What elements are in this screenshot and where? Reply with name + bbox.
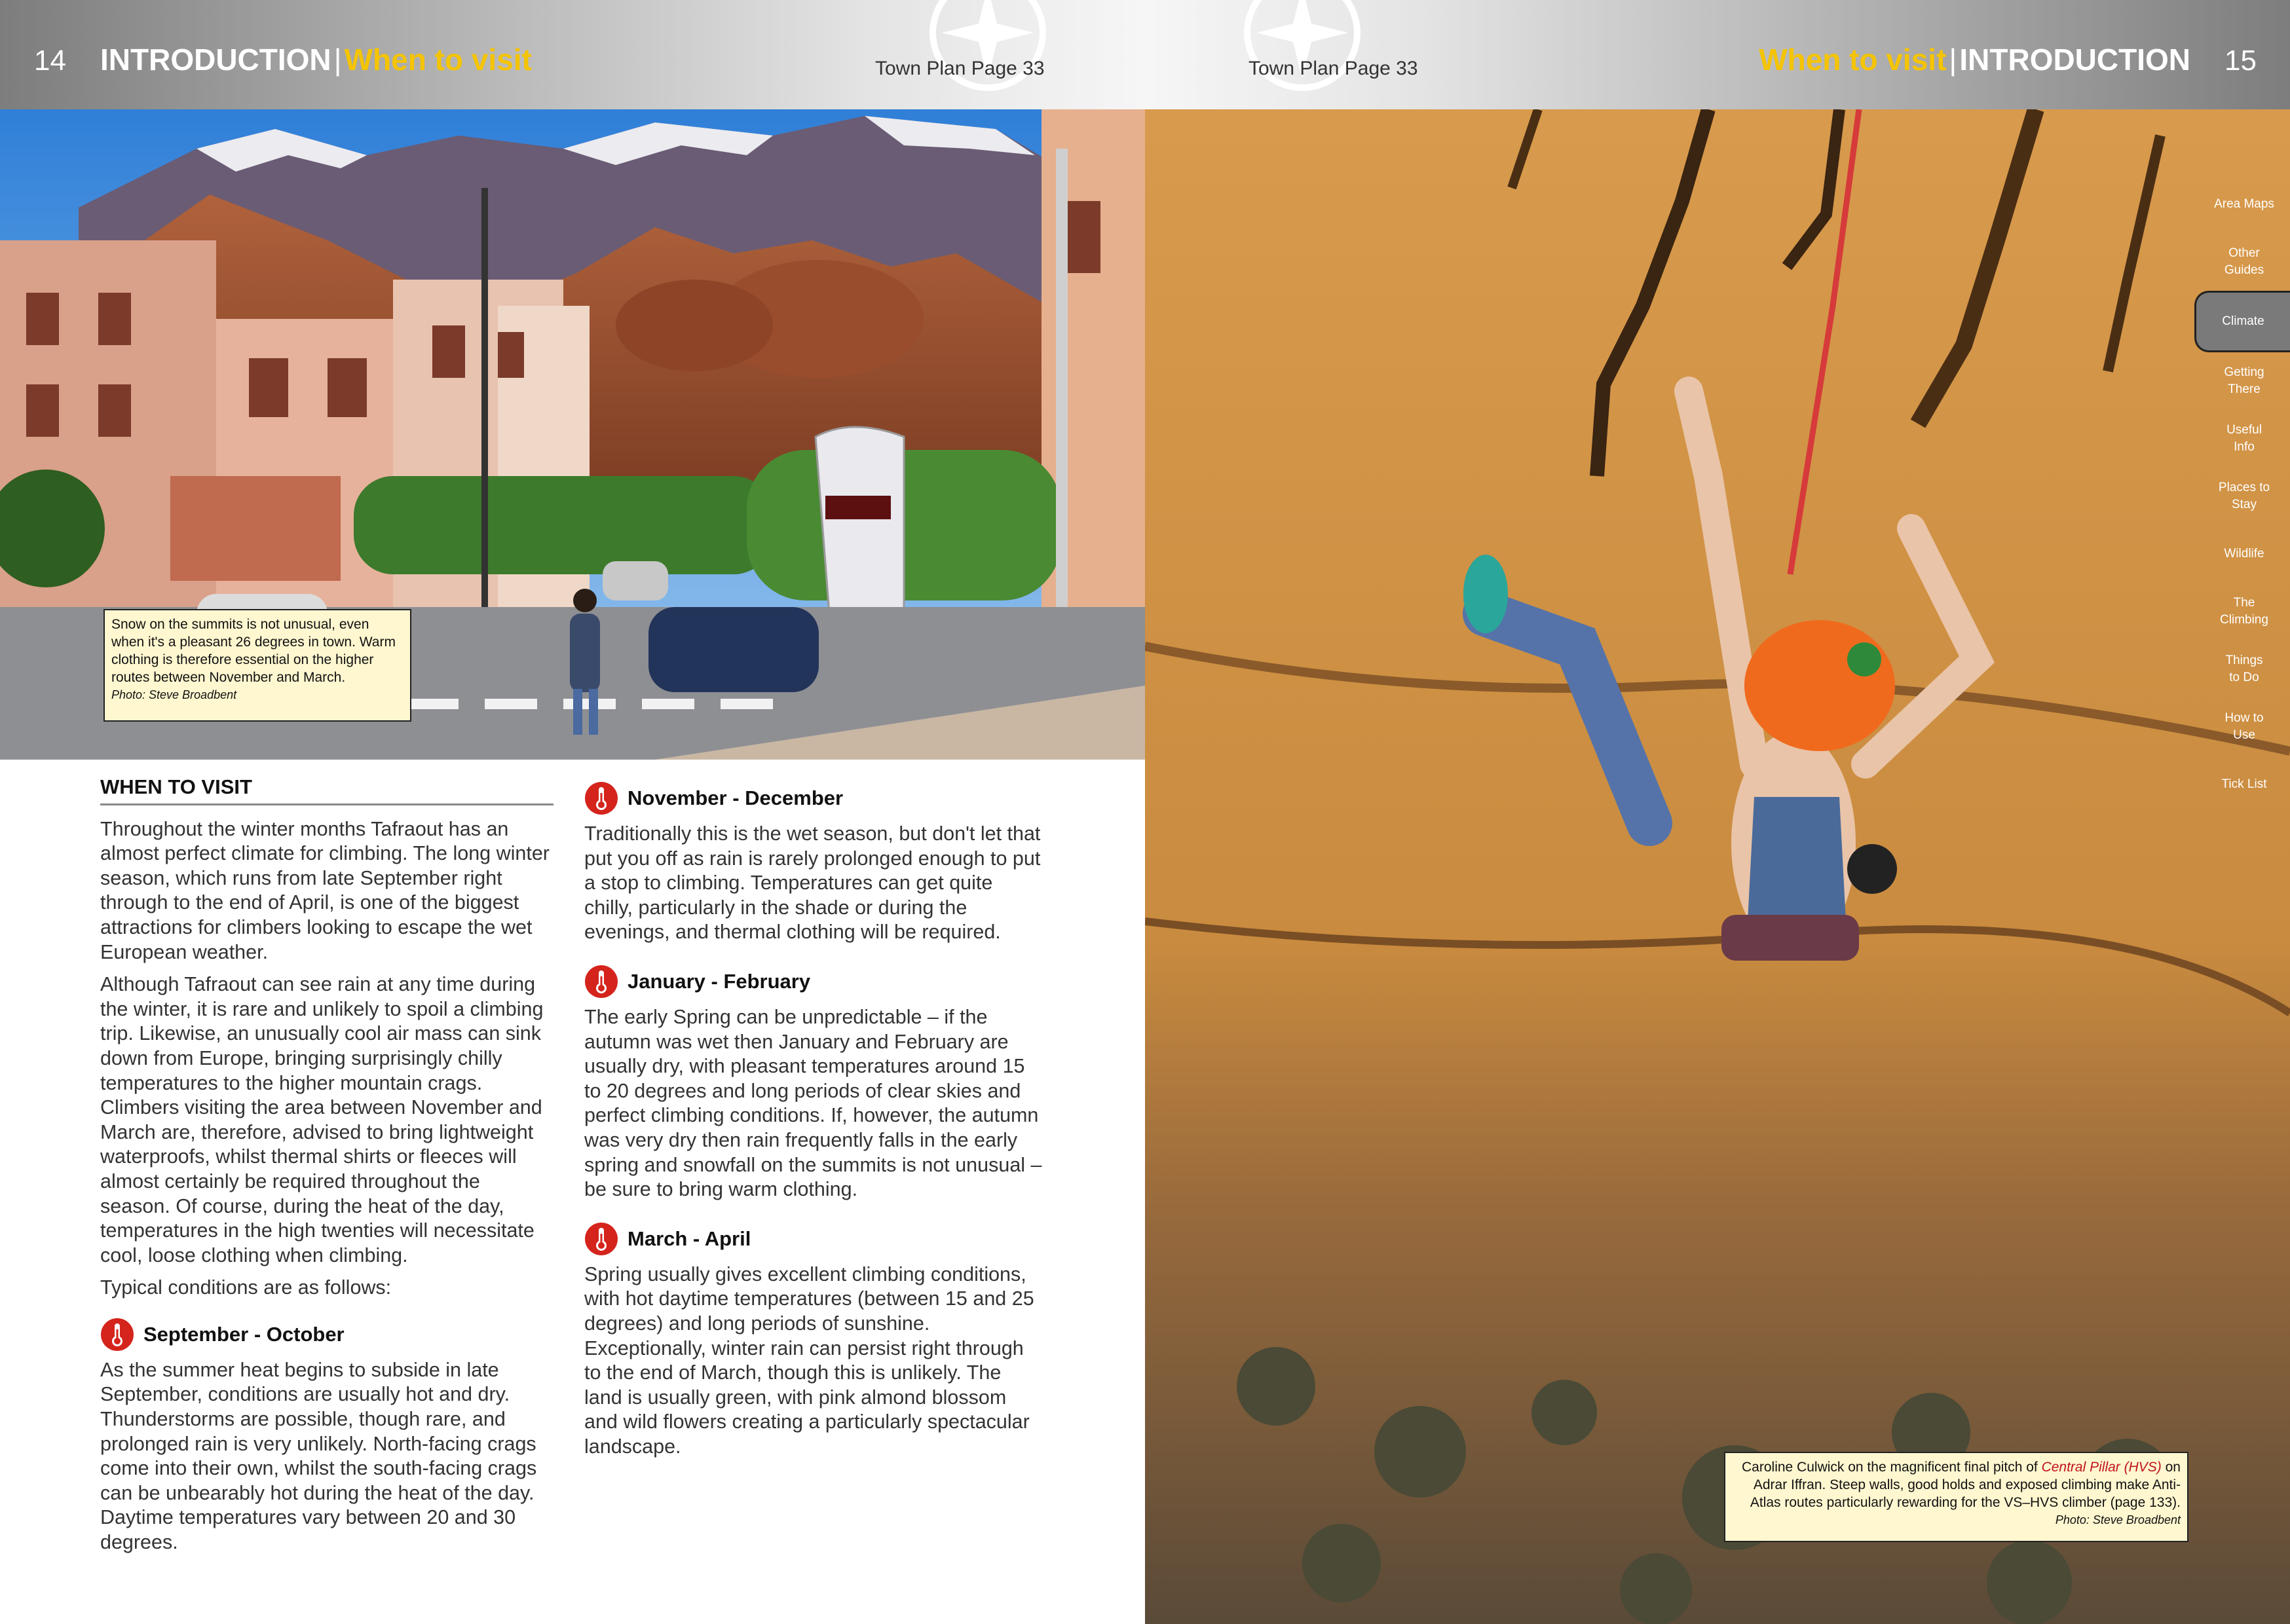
tab-tick-list[interactable]: Tick List: [2221, 777, 2267, 791]
tab-other-guides[interactable]: Other Guides: [2224, 246, 2264, 277]
right-caption-text: [1732, 1458, 2181, 1511]
left-breadcrumb: [100, 42, 532, 77]
climber-illustration: [1145, 109, 2290, 1624]
season-title: September - October: [143, 1323, 345, 1346]
right-separator: |: [1949, 43, 1957, 77]
tab-useful-info[interactable]: Useful Info: [2226, 423, 2262, 454]
right-page-number: 15: [2224, 45, 2257, 77]
tab-climate[interactable]: Climate: [2194, 291, 2290, 352]
left-photo-caption: [103, 609, 411, 722]
season-text: As the summer heat begins to subside in late September, conditions are usually hot and dry. Thunderstorms are possible, though rare, and prolonged rain is very unlikely. North-facing crags come into their own, whilst the south-facing crags can be unbearably hot during the heat of the day. Daytime temperatures vary between 20 and 30 degrees.: [100, 1358, 537, 1554]
season-heading: [584, 965, 1043, 999]
thermometer-icon: [584, 781, 618, 815]
tab-wildlife[interactable]: Wildlife: [2224, 547, 2264, 561]
right-caption-text-before: Caroline Culwick on the magnificent final pitch of: [1742, 1460, 2042, 1475]
left-page-number: 14: [34, 45, 66, 77]
intro-paragraph: Although Tafraout can see rain at any time during the winter, it is rare and unlikely to spoil a climbing trip. Likewise, an unusually cool air mass can sink down from Europe, bringing surprisingly chilly temperatures to the higher mountain crags. Climbers visiting the area between November and March are, therefore, advised to bring lightweight waterproofs, whilst thermal shirts or fleeces will almost certainly be required throughout the season. Of course, during the heat of the day, temperatures in the high twenties will necessitate cool, loose clothing when climbing.: [100, 973, 544, 1266]
town-plan-link-left[interactable]: Town Plan Page 33: [875, 58, 1045, 79]
left-subsection-title: When to visit: [344, 43, 532, 77]
season-title: March - April: [628, 1227, 751, 1250]
article-column-1: [100, 775, 554, 1563]
right-photo-caption: [1724, 1452, 2188, 1542]
thermometer-icon: [100, 1318, 134, 1352]
season-text: Spring usually gives excellent climbing conditions, with hot daytime temperatures (between 15 and 25 degrees) and long periods of sunshine. Exceptionally, winter rain can persist right through to the end of March, though this is unlikely. The land is usually green, with pink almond blossom and wild flowers creating a particularly spectacular landscape.: [584, 1263, 1034, 1458]
tab-getting-there[interactable]: Getting There: [2224, 365, 2264, 396]
town-street-photo: [0, 109, 1145, 760]
left-caption-text: Snow on the summits is not unusual, even when it's a pleasant 26 degrees in town. Warm clothing is therefore essential on the higher routes between November and March.: [111, 617, 396, 685]
intro-paragraph: Typical conditions are as follows:: [100, 1276, 392, 1299]
season-text: Traditionally this is the wet season, but don't let that put you off as rain is rarely prolonged enough to put a stop to climbing. Temperatures can get quite chilly, particularly in the shade or during the evenings, and thermal clothing will be required.: [584, 822, 1041, 944]
right-subsection-title: When to visit: [1759, 43, 1947, 77]
section-heading: WHEN TO VISIT: [100, 775, 554, 805]
tab-places-to-stay[interactable]: Places to Stay: [2218, 481, 2270, 511]
right-section-title: INTRODUCTION: [1959, 43, 2190, 77]
section-tabs: [2198, 175, 2290, 813]
tab-the-climbing[interactable]: The Climbing: [2220, 596, 2268, 627]
intro-paragraph: Throughout the winter months Tafraout has an almost perfect climate for climbing. The long winter season, which runs from late September right through to the end of April, is one of the biggest attractions for climbers looking to escape the wet European weather.: [100, 817, 550, 963]
right-caption-text-after: on Adrar Iffran. Steep walls, good holds and exposed climbing make Anti-Atlas routes particularly rewarding for the VS–HVS climber (page 133).: [1750, 1460, 2181, 1510]
season-title: January - February: [628, 970, 811, 993]
season-heading: [100, 1318, 554, 1352]
article-column-2: [584, 781, 1043, 1467]
season-heading: [584, 781, 1043, 815]
page-header: [0, 0, 2290, 109]
town-plan-link-right[interactable]: Town Plan Page 33: [1248, 58, 1418, 79]
left-section-title: INTRODUCTION: [100, 43, 331, 77]
thermometer-icon: [584, 1222, 618, 1256]
tab-area-maps[interactable]: Area Maps: [2214, 197, 2274, 211]
route-name: Central Pillar (HVS): [2041, 1460, 2162, 1475]
right-caption-credit: Photo: Steve Broadbent: [2055, 1513, 2181, 1526]
left-caption-credit: Photo: Steve Broadbent: [111, 688, 237, 701]
season-title: November - December: [628, 786, 844, 810]
tab-things-to-do[interactable]: Things to Do: [2225, 654, 2263, 684]
right-breadcrumb: [1759, 42, 2190, 77]
climber-photo: [1145, 109, 2290, 1624]
season-text: The early Spring can be unpredictable – if the autumn was wet then January and February are usually dry, with pleasant temperatures around 15 to 20 degrees and long periods of clear skies and perfect climbing conditions. If, however, the autumn was very dry then rain frequently falls in the early spring and snowfall on the summits is not unusual – be sure to bring warm clothing.: [584, 1005, 1042, 1201]
left-separator: |: [333, 43, 342, 77]
tab-how-to-use[interactable]: How to Use: [2224, 711, 2264, 742]
season-heading: [584, 1222, 1043, 1256]
thermometer-icon: [584, 965, 618, 999]
